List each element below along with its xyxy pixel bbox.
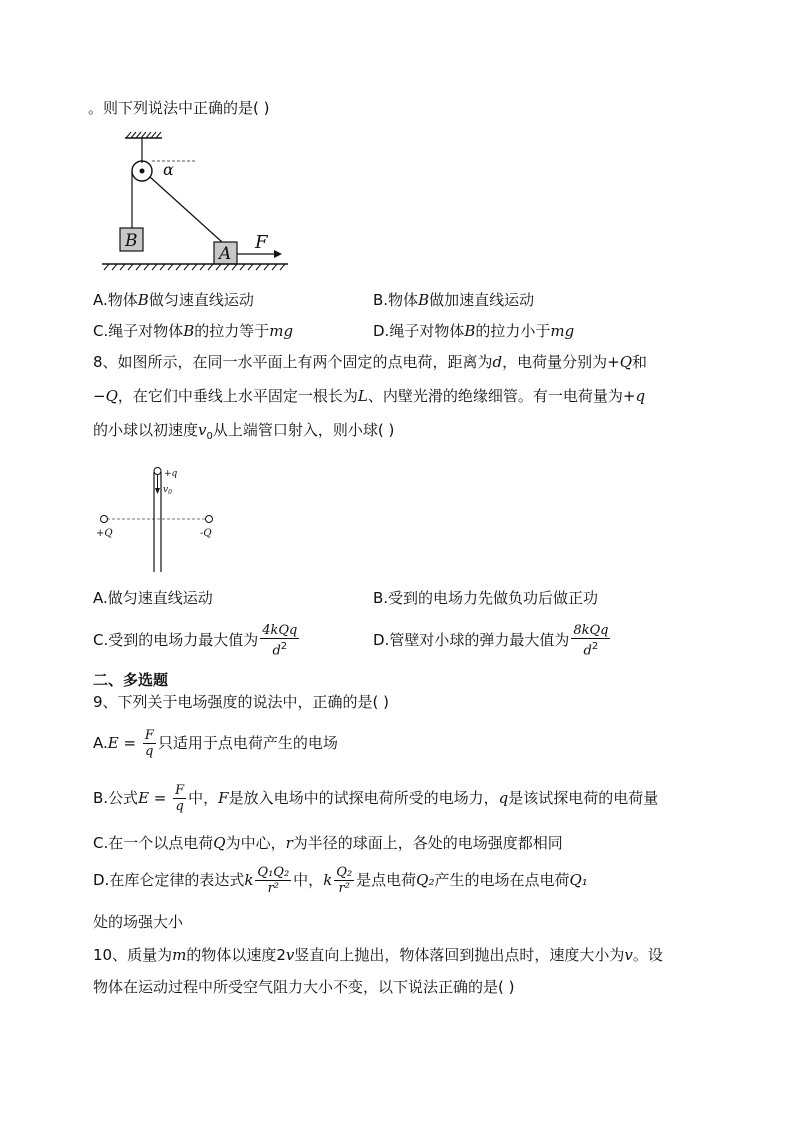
q8-option-c[interactable]: C.受到的电场力最大值为 $\frac{\text{4kQq}}{d^2}$ — [93, 622, 298, 659]
force-label: F — [255, 232, 268, 253]
q7-option-c[interactable]: C.绳子对物体B的拉力等于mg — [93, 322, 294, 340]
q9-option-a[interactable]: A.E = $\frac{F}{q}$ 只适用于点电荷产生的电场 — [93, 728, 338, 759]
v0-label: $v_0$ — [163, 485, 172, 496]
fraction: $\frac{\text{Q₂}}{\text{r²}}$ — [336, 865, 353, 896]
q7-option-d[interactable]: D.绳子对物体B的拉力小于mg — [373, 322, 575, 340]
fraction: $\frac{F}{q}$ — [175, 783, 185, 814]
q8-stem-line3: 的小球以初速度$v_0$从上端管口射入，则小球( ) — [93, 421, 395, 442]
q8-option-b[interactable]: B.受到的电场力先做负功后做正功 — [373, 589, 599, 607]
q9-option-c[interactable]: C.在一个以点电荷Q为中心，r为半径的球面上，各处的电场强度都相同 — [93, 834, 563, 852]
fraction: $\frac{\text{Q₁Q₂}}{\text{r²}}$ — [257, 865, 290, 896]
minus-Q-label: -Q — [200, 528, 212, 539]
q8-option-a[interactable]: A.做匀速直线运动 — [93, 589, 213, 607]
q8-stem-line1: 8、如图所示，在同一水平面上有两个固定的点电荷，距离为d，电荷量分别为+Q和 — [93, 353, 648, 371]
q7-option-a[interactable]: A.物体B做匀速直线运动 — [93, 291, 254, 309]
q7-stem: 。则下列说法中正确的是( ) — [88, 99, 270, 117]
block-b-label: B — [125, 231, 138, 251]
q9-option-d[interactable]: D.在库仑定律的表达式k $\frac{\text{Q₁Q₂}}{\text{r²}}$ 中，k $\frac{\text{Q₂}}{\text{r²}}$ 是点电荷Q₂产生的电场在点电荷Q₁ — [93, 865, 588, 896]
q7-option-b[interactable]: B.物体B做加速直线运动 — [373, 291, 535, 309]
q10-stem-line2: 物体在运动过程中所受空气阻力大小不变，以下说法正确的是( ) — [93, 978, 515, 996]
q9-option-b[interactable]: B.公式E = $\frac{F}{q}$ 中，F是放入电场中的试探电荷所受的电场力，q是该试探电荷的电荷量 — [93, 783, 659, 814]
q8-stem-line2: −Q，在它们中垂线上水平固定一根长为L、内壁光滑的绝缘细管。有一电荷量为+q — [93, 387, 646, 405]
plus-Q-label: +Q — [96, 528, 113, 539]
q8-option-d[interactable]: D.管壁对小球的弹力最大值为 $\frac{\text{8kQq}}{d^2}$ — [373, 622, 609, 659]
q9-stem: 9、下列关于电场强度的说法中，正确的是( ) — [93, 693, 390, 711]
q7-pulley-figure — [98, 128, 298, 274]
fraction: $\frac{\text{4kQq}}{d^2}$ — [262, 622, 298, 659]
q9-option-d-continued: 处的场强大小 — [93, 913, 184, 931]
fraction: $\frac{F}{q}$ — [144, 728, 154, 759]
alpha-label: α — [163, 160, 174, 179]
q10-stem-line1: 10、质量为m的物体以速度2v竖直向上抛出，物体落回到抛出点时，速度大小为v。设 — [93, 946, 663, 964]
block-a-label: A — [219, 244, 232, 264]
section-title: 二、多选题 — [93, 671, 169, 689]
plus-q-label: +q — [164, 469, 178, 479]
fraction: $\frac{\text{8kQq}}{d^2}$ — [573, 622, 609, 659]
q8-charge-tube-figure — [94, 460, 224, 580]
